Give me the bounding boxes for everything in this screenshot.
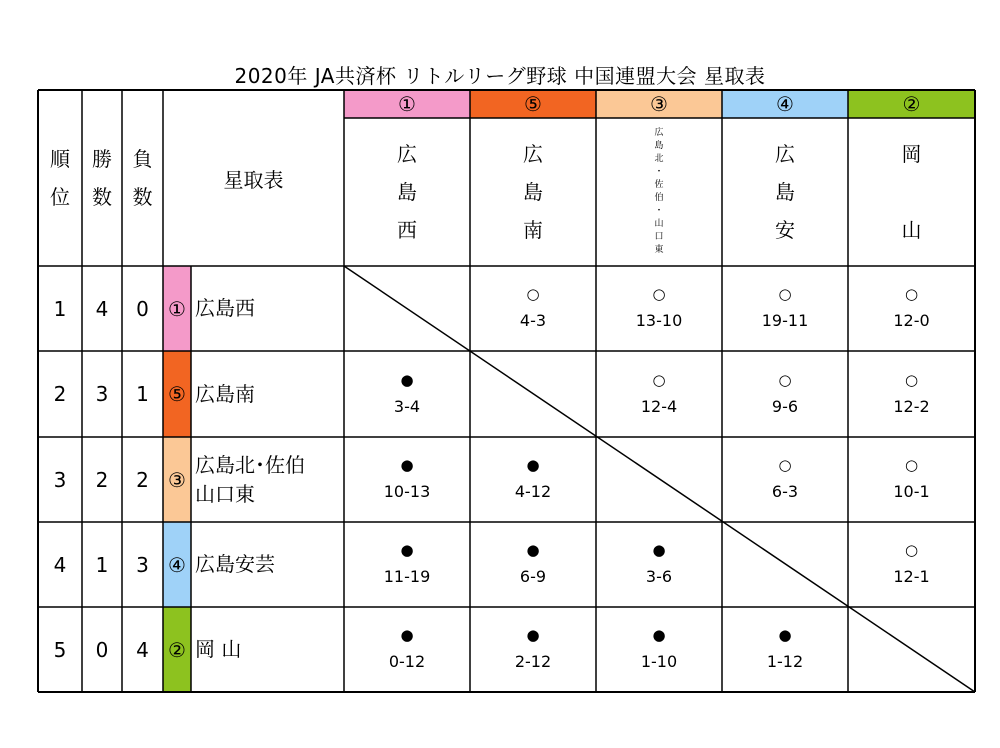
row-seed: ③ — [168, 467, 186, 492]
match-score: 12-0 — [893, 311, 930, 330]
match-score: 2-12 — [514, 652, 552, 671]
match-score: 9-6 — [771, 396, 799, 416]
match-result — [596, 351, 722, 437]
header-char: 負 — [132, 147, 153, 171]
header-char: 広 — [397, 142, 417, 166]
loss-mark: ● — [526, 541, 540, 559]
header-char: 西 — [397, 218, 417, 242]
losses-value: 1 — [136, 382, 149, 406]
win-mark: ○ — [778, 456, 792, 474]
header-char: 広 — [523, 142, 543, 166]
match-score: 10-13 — [383, 482, 431, 501]
losses-header — [122, 90, 163, 266]
loss-mark: ● — [400, 456, 414, 474]
match-result — [722, 351, 848, 437]
header-char: 安 — [775, 218, 795, 242]
rank-value: 4 — [53, 552, 67, 577]
row-team-name: 広島西 — [195, 296, 255, 320]
row-team-name: 広島南 — [195, 381, 255, 406]
header-char: ・ — [654, 166, 664, 177]
loss-mark: ● — [652, 626, 666, 644]
header-char: 島 — [775, 180, 795, 204]
header-char: 数 — [92, 185, 112, 209]
column-team-name — [722, 118, 848, 266]
header-char: 位 — [50, 185, 70, 209]
match-result — [344, 522, 470, 607]
wins-header — [82, 90, 122, 266]
win-mark: ○ — [652, 370, 666, 389]
header-char: 佐 — [654, 179, 664, 190]
match-score: 3-4 — [393, 396, 421, 416]
header-char: 島 — [523, 180, 543, 204]
column-seed: ③ — [650, 92, 668, 116]
header-char: 島 — [654, 140, 664, 151]
match-score: 12-4 — [640, 396, 678, 416]
header-char: 山 — [654, 219, 664, 230]
loss-mark: ● — [400, 626, 414, 644]
match-score: 19-11 — [761, 311, 809, 330]
header-char: 北 — [654, 153, 664, 164]
header-char: 口 — [654, 232, 664, 243]
header-char: 南 — [523, 218, 543, 242]
table-header: 星取表 — [223, 167, 284, 192]
loss-mark: ● — [652, 541, 666, 559]
match-score: 12-2 — [893, 396, 930, 416]
loss-mark: ● — [778, 626, 792, 644]
match-result — [596, 607, 722, 692]
column-seed: ② — [902, 92, 921, 116]
losses-value: 4 — [136, 637, 149, 662]
win-mark: ○ — [652, 285, 666, 303]
column-team-name — [596, 118, 722, 266]
win-mark: ○ — [904, 370, 919, 389]
match-score: 11-19 — [383, 567, 431, 586]
header-char: 数 — [132, 185, 153, 209]
match-score: 4-3 — [519, 311, 547, 330]
header-char: 広 — [775, 142, 795, 166]
match-result — [596, 522, 722, 607]
header-char: 広 — [654, 127, 664, 138]
rank-header — [38, 90, 82, 266]
match-result — [470, 522, 596, 607]
match-score: 6-3 — [771, 482, 799, 501]
match-result — [848, 351, 975, 437]
win-mark: ○ — [904, 285, 919, 303]
match-result — [344, 351, 470, 437]
losses-value: 3 — [136, 552, 149, 577]
wins-value: 4 — [95, 296, 109, 321]
header-char: 山 — [901, 218, 922, 242]
header-char — [908, 173, 914, 211]
row-team-name: 岡 山 — [195, 637, 242, 661]
row-team-name: 広島北･佐伯 山口東 — [195, 452, 305, 506]
win-mark: ○ — [778, 370, 792, 389]
header-char: 順 — [50, 147, 70, 171]
column-team-name — [848, 118, 975, 266]
win-mark: ○ — [904, 541, 919, 559]
header-char: 岡 — [901, 142, 922, 166]
row-seed: ② — [168, 637, 186, 662]
wins-value: 0 — [95, 637, 109, 662]
match-score: 1-10 — [640, 652, 678, 671]
match-result — [722, 437, 848, 522]
match-result — [848, 522, 975, 607]
row-team-name: 広島安芸 — [195, 552, 275, 576]
header-char: 勝 — [92, 147, 112, 171]
header-char: 島 — [397, 180, 417, 204]
loss-mark: ● — [400, 370, 414, 389]
match-score: 3-6 — [645, 567, 673, 586]
column-team-name — [470, 118, 596, 266]
match-result — [848, 437, 975, 522]
loss-mark: ● — [400, 541, 414, 559]
match-result — [722, 266, 848, 351]
win-mark: ○ — [778, 285, 792, 303]
match-result — [722, 607, 848, 692]
wins-value: 3 — [95, 382, 109, 406]
rank-value: 3 — [53, 467, 67, 492]
losses-value: 0 — [136, 296, 149, 321]
match-result — [344, 437, 470, 522]
match-score: 1-12 — [766, 652, 804, 671]
header-char: ・ — [654, 206, 664, 217]
header-char: 伯 — [654, 193, 664, 203]
win-mark: ○ — [526, 285, 540, 303]
losses-value: 2 — [136, 467, 149, 492]
wins-value: 1 — [95, 552, 109, 577]
match-result — [848, 266, 975, 351]
row-seed: ④ — [168, 552, 186, 577]
match-score: 12-1 — [893, 567, 930, 586]
wins-value: 2 — [95, 467, 109, 492]
column-seed: ④ — [776, 92, 794, 116]
rank-value: 2 — [53, 382, 67, 406]
page-title: 2020年 JA共済杯 リトルリーグ野球 中国連盟大会 星取表 — [234, 64, 766, 88]
match-score: 6-9 — [519, 567, 547, 586]
column-team-name — [344, 118, 470, 266]
match-score: 0-12 — [388, 652, 426, 671]
match-score: 10-1 — [893, 482, 930, 501]
row-seed: ① — [168, 296, 186, 321]
rank-value: 5 — [53, 637, 67, 662]
header-char: 東 — [654, 245, 664, 256]
match-result — [470, 607, 596, 692]
win-mark: ○ — [904, 456, 919, 474]
match-score: 13-10 — [635, 311, 683, 330]
match-result — [470, 437, 596, 522]
match-result — [344, 607, 470, 692]
match-result — [596, 266, 722, 351]
loss-mark: ● — [526, 626, 540, 644]
row-seed: ⑤ — [168, 382, 186, 406]
rank-value: 1 — [53, 296, 67, 321]
match-score: 4-12 — [514, 482, 552, 501]
match-result — [470, 266, 596, 351]
column-seed: ① — [398, 92, 416, 116]
column-seed: ⑤ — [524, 92, 542, 116]
loss-mark: ● — [526, 456, 540, 474]
